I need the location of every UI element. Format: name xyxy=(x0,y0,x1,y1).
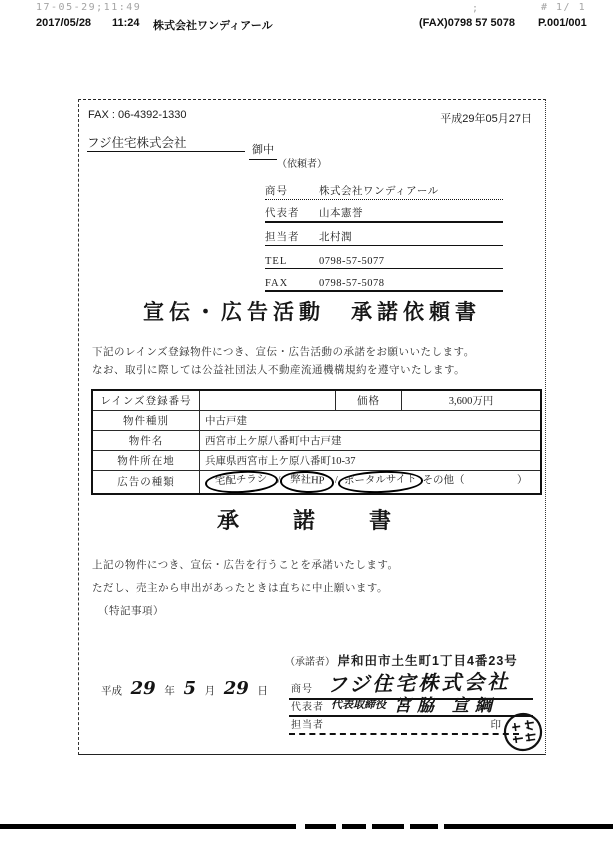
ad-option-portal-circled: ポータルサイト xyxy=(337,471,422,494)
property-table xyxy=(91,389,542,495)
reins-value xyxy=(200,390,336,411)
reins-label: レインズ登録番号 xyxy=(92,390,200,411)
consent-title: 承 諾 書 xyxy=(216,508,407,533)
sender-row-label: TEL xyxy=(265,256,288,267)
consenter-label: （承諾者） xyxy=(285,657,335,668)
staff-label: 担当者 xyxy=(291,720,324,731)
document-frame xyxy=(78,99,546,755)
fax-faint-mark: ; xyxy=(472,3,480,14)
property-address-label: 物件所在地 xyxy=(92,451,200,471)
sender-row-value: 株式会社ワンディアール xyxy=(319,186,439,197)
day-unit: 日 xyxy=(257,686,268,697)
request-title: 宣伝・広告活動 承諾依頼書 xyxy=(143,300,481,324)
month-handwritten: 5 xyxy=(183,678,196,699)
fax-faint-page: # 1/ 1 xyxy=(541,2,587,13)
recipient-honorific: 御中 xyxy=(249,141,277,160)
sender-row-fax xyxy=(265,269,503,292)
fax-header-time: 11:24 xyxy=(112,17,140,29)
sender-info-block xyxy=(265,177,503,292)
fax-header-fax-number: (FAX)0798 57 5078 xyxy=(419,17,516,29)
ad-type-label: 広告の種類 xyxy=(92,471,200,494)
sender-row-value: 0798-57-5077 xyxy=(319,256,385,267)
request-body-line1: 下記のレインズ登録物件につき、宣伝・広告活動の承諾をお願いいたします。 xyxy=(92,347,475,358)
scan-artifact-bar xyxy=(0,824,613,829)
letterhead-date: 平成29年05月27日 xyxy=(440,113,532,125)
property-address-value: 兵庫県西宮市上ケ原八番町10-37 xyxy=(200,451,542,471)
sender-row-value: 山本憲誉 xyxy=(319,208,363,219)
ad-type-value xyxy=(200,471,542,494)
table-row-property-address xyxy=(92,451,541,471)
ad-option-website-circled: 弊社HP xyxy=(280,471,335,494)
notes-label: （特記事項） xyxy=(98,606,164,617)
requester-label: （依頼者） xyxy=(277,159,327,170)
signature-date xyxy=(101,678,268,699)
sender-row-label: 担当者 xyxy=(265,232,300,243)
representative-title-handwritten: 代表取締役 xyxy=(331,698,386,711)
sender-row-staff xyxy=(265,223,503,246)
price-label: 価格 xyxy=(336,390,402,411)
request-body-line2: なお、取引に際しては公益社団法人不動産流通機構規約を遵守いたします。 xyxy=(92,365,466,376)
table-row-property-type xyxy=(92,411,541,431)
consent-body-line1: 上記の物件につき、宣伝・広告を行うことを承諾いたします。 xyxy=(92,560,399,571)
year-handwritten: 29 xyxy=(130,678,156,699)
property-type-label: 物件種別 xyxy=(92,411,200,431)
recipient-company: フジ住宅株式会社 xyxy=(87,133,245,152)
fax-header-page-count: P.001/001 xyxy=(538,17,587,29)
table-row-reins xyxy=(92,390,541,411)
table-row-ad-type xyxy=(92,471,541,494)
representative-label: 代表者 xyxy=(291,702,324,713)
fax-header-date: 2017/05/28 xyxy=(36,17,92,29)
ad-separator: / xyxy=(334,475,338,486)
sender-row-tel xyxy=(265,246,503,269)
letterhead-fax-label: FAX : 06-4392-1330 xyxy=(88,109,187,121)
sender-row-value: 北村潤 xyxy=(319,232,352,243)
era-label: 平成 xyxy=(101,686,122,697)
sender-row-company xyxy=(265,177,503,200)
ad-option-flyer-circled: 宅配チラシ xyxy=(204,471,278,494)
sender-row-label: 代表者 xyxy=(265,208,300,219)
property-type-value: 中古戸建 xyxy=(200,411,542,431)
fax-header-sender: 株式会社ワンディアール xyxy=(153,20,273,32)
property-name-value: 西宮市上ケ原八番町中古戸建 xyxy=(200,431,542,451)
sender-row-label: 商号 xyxy=(265,186,288,197)
fax-faint-timestamp: 17-05-29;11:49 xyxy=(36,2,142,13)
seal-label: 印 xyxy=(490,720,501,731)
ad-separator: / xyxy=(277,475,281,486)
sender-row-representative xyxy=(265,200,503,223)
representative-signature-row xyxy=(289,698,533,717)
representative-name-handwritten: 宮脇 宣綱 xyxy=(394,696,498,716)
price-value: 3,600万円 xyxy=(402,390,542,411)
table-row-property-name xyxy=(92,431,541,451)
sender-row-label: FAX xyxy=(265,278,289,289)
year-unit: 年 xyxy=(164,686,175,697)
consenter-address: 岸和田市土生町1丁目4番23号 xyxy=(337,654,518,668)
hanko-stamp-icon xyxy=(500,709,545,754)
month-unit: 月 xyxy=(204,686,216,697)
property-name-label: 物件名 xyxy=(92,431,200,451)
consent-body-line2: ただし、売主から申出があったときは直ちに中止願います。 xyxy=(92,583,389,594)
sender-row-value: 0798-57-5078 xyxy=(319,278,385,289)
day-handwritten: 29 xyxy=(223,678,249,699)
ad-other-option: その他（ ） xyxy=(422,475,528,486)
company-label: 商号 xyxy=(291,684,313,695)
staff-signature-row xyxy=(289,718,519,735)
company-name-handwritten: フジ住宅株式会社 xyxy=(326,669,511,697)
